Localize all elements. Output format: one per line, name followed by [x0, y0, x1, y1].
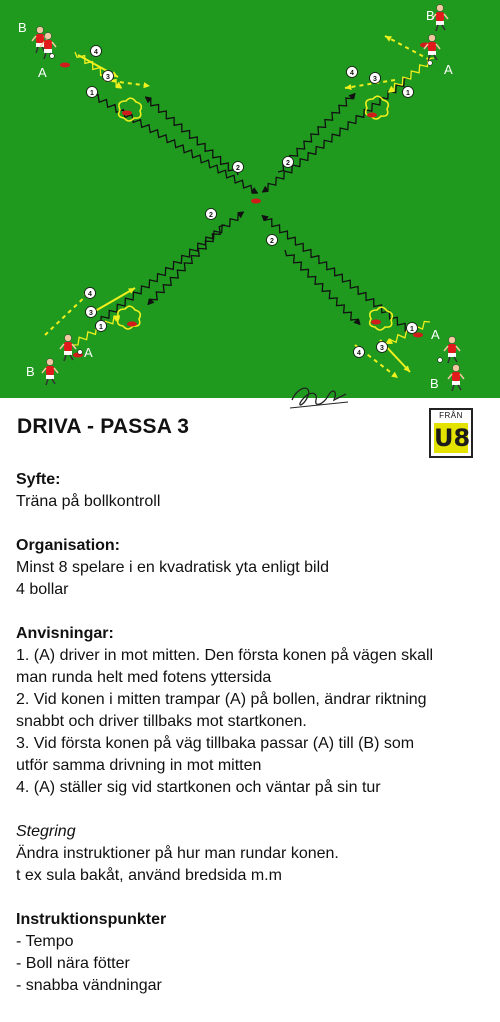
player-label-a: A	[38, 65, 47, 80]
cone	[367, 113, 377, 118]
organisation-line: Minst 8 spelare i en kvadratisk yta enligt bild	[16, 559, 330, 576]
cone	[60, 63, 70, 68]
cone-number-label: 4	[94, 49, 98, 56]
player-head	[45, 33, 52, 40]
cone	[371, 320, 381, 325]
ball	[78, 350, 83, 355]
anvisningar-line: 4. (A) ställer sig vid startkonen och väntar på sin tur	[16, 779, 381, 796]
ball	[50, 54, 55, 59]
anvisningar-line: snabbt och driver tillbaks mot startkonen.	[16, 713, 307, 730]
anvisningar-line: 2. Vid konen i mitten trampar (A) på bollen, ändrar riktning	[16, 691, 427, 708]
cone-number-label: 3	[373, 76, 377, 83]
player-head	[429, 35, 436, 42]
cone	[127, 322, 137, 327]
anvisningar-line: 1. (A) driver in mot mitten. Den första konen på vägen skall	[16, 647, 434, 664]
cone-number-label: 2	[286, 160, 290, 167]
player-shirt	[44, 40, 52, 49]
stegring-heading: Stegring	[16, 823, 76, 840]
cone-number-label: 1	[99, 324, 103, 331]
age-badge	[429, 408, 473, 458]
player-label-b: B	[26, 364, 35, 379]
age-badge-level: U8	[434, 424, 471, 452]
player-head	[449, 337, 456, 344]
section-stegring	[16, 821, 486, 887]
instruktionspunkter-heading: Instruktionspunkter	[16, 911, 167, 928]
cone	[122, 111, 132, 116]
cone-number-label: 2	[236, 165, 240, 172]
player-shorts	[448, 353, 456, 357]
ball	[438, 358, 443, 363]
cone-number-label: 3	[106, 74, 110, 81]
cone	[251, 199, 261, 204]
organisation-heading: Organisation:	[16, 537, 121, 554]
cone-number-label: 1	[90, 90, 94, 97]
drill-diagram	[0, 0, 500, 398]
player-head	[437, 5, 444, 12]
cone-number-label: 4	[357, 350, 361, 357]
player-shorts	[46, 375, 54, 379]
section-instruktionspunkter	[16, 909, 486, 997]
syfte-heading: Syfte:	[16, 471, 61, 488]
player-label-b: B	[18, 20, 27, 35]
section-anvisningar	[16, 623, 486, 799]
player-label-a: A	[444, 62, 453, 77]
section-syfte	[16, 469, 486, 513]
cone-number-label: 3	[380, 345, 384, 352]
cone-number-label: 4	[88, 291, 92, 298]
stegring-line: Ändra instruktioner på hur man rundar konen.	[16, 845, 339, 862]
player-shirt	[428, 42, 436, 51]
player-shorts	[452, 381, 460, 385]
cone-number-label: 2	[209, 212, 213, 219]
player-shorts	[428, 51, 436, 55]
page-title: DRIVA - PASSA 3	[17, 415, 190, 438]
stegring-line: t ex sula bakåt, använd bredsida m.m	[16, 867, 282, 884]
anvisningar-line: 3. Vid första konen på väg tillbaka passar (A) till (B) som	[16, 735, 415, 752]
anvisningar-line: utför samma drivning in mot mitten	[16, 757, 262, 774]
player-head	[453, 365, 460, 372]
player-shirt	[46, 366, 54, 375]
player-shorts	[44, 49, 52, 53]
grass-area	[0, 0, 500, 398]
player-head	[37, 27, 44, 34]
cone-number-label: 2	[270, 238, 274, 245]
description	[16, 469, 486, 1019]
signature	[288, 378, 352, 418]
ball	[428, 61, 433, 66]
instruktionspunkt: - Boll nära fötter	[16, 955, 130, 972]
player-shorts	[436, 21, 444, 25]
cone-number-label: 4	[350, 70, 354, 77]
cone-number-label: 1	[406, 90, 410, 97]
player-head	[65, 335, 72, 342]
player-label-a: A	[431, 327, 440, 342]
player-shorts	[64, 351, 72, 355]
player-shirt	[452, 372, 460, 381]
player-shirt	[436, 12, 444, 21]
cone-number-label: 1	[410, 326, 414, 333]
instruktionspunkt: - snabba vändningar	[16, 977, 162, 994]
player-label-b: B	[426, 8, 435, 23]
cone-number-label: 3	[89, 310, 93, 317]
syfte-text: Träna på bollkontroll	[16, 493, 161, 510]
instruktionspunkt: - Tempo	[16, 933, 74, 950]
player-head	[47, 359, 54, 366]
player-shirt	[448, 344, 456, 353]
player-label-b: B	[430, 376, 439, 391]
organisation-line: 4 bollar	[16, 581, 69, 598]
player-label-a: A	[84, 345, 93, 360]
section-organisation	[16, 535, 486, 601]
player-shirt	[36, 34, 44, 43]
player-shirt	[64, 342, 72, 351]
anvisningar-heading: Anvisningar:	[16, 625, 114, 642]
age-badge-from: FRÅN	[439, 411, 463, 420]
anvisningar-line: man runda helt med fotens yttersida	[16, 669, 272, 686]
